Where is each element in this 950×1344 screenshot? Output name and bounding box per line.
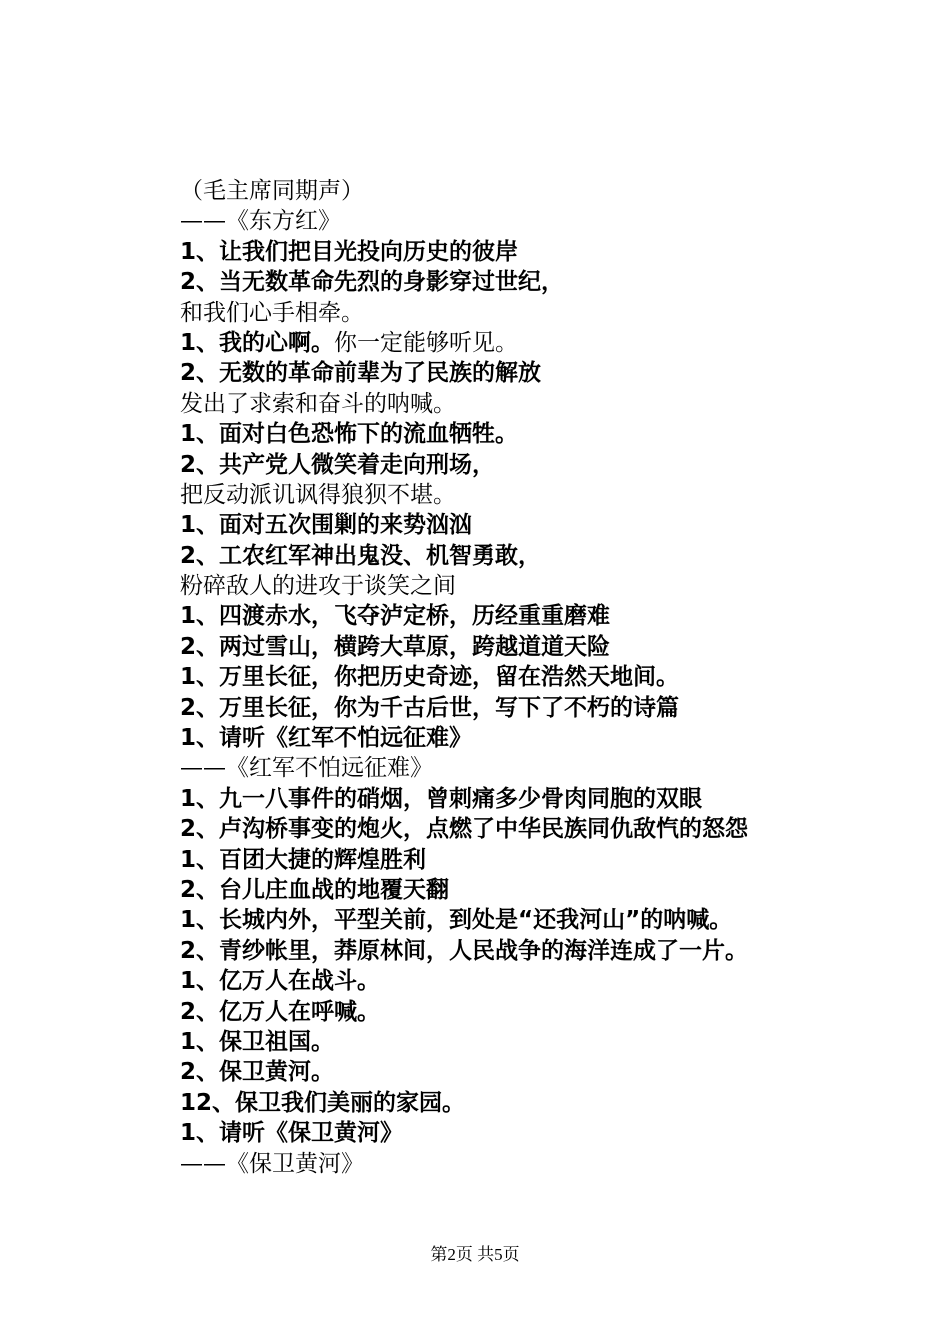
text-line: 和我们心手相牵。 — [180, 299, 364, 326]
text-line: 1、四渡赤水，飞夺泸定桥，历经重重磨难 — [180, 603, 611, 630]
text-line: ——《东方红》 — [180, 208, 341, 235]
text-line: 2、两过雪山，横跨大草原，跨越道道天险 — [180, 633, 611, 660]
text-line: 2、青纱帐里，莽原林间，人民战争的海洋连成了一片。 — [180, 937, 749, 964]
text-line: 2、工农红军神出鬼没、机智勇敢， — [180, 542, 542, 569]
text-line: 1、面对五次围剿的来势汹汹 — [180, 512, 473, 539]
text-line: 1、请听《保卫黄河》 — [180, 1120, 404, 1147]
text-line: 2、台儿庄血战的地覆天翻 — [180, 876, 450, 903]
text-line: 12、保卫我们美丽的家园。 — [180, 1089, 466, 1116]
text-line-serif-part: 你一定能够听见。 — [334, 329, 519, 356]
text-line: （毛主席同期声） — [180, 178, 364, 204]
text-line: 1、万里长征，你把历史奇迹，留在浩然天地间。 — [180, 664, 680, 691]
text-line: ——《红军不怕远征难》 — [180, 755, 433, 782]
text-line: 1、面对白色恐怖下的流血牺牲。 — [180, 421, 519, 448]
text-line: 1、保卫祖国。 — [180, 1028, 335, 1055]
text-line: 1、请听《红军不怕远征难》 — [180, 725, 473, 752]
page-number-footer: 第2页 共5页 — [430, 1245, 520, 1264]
text-line: 把反动派讥讽得狼狈不堪。 — [180, 481, 456, 508]
text-line: 2、无数的革命前辈为了民族的解放 — [180, 360, 542, 387]
script-text — [180, 176, 900, 1179]
text-line: 2、保卫黄河。 — [180, 1059, 335, 1086]
text-line: 1、让我们把目光投向历史的彼岸 — [180, 238, 519, 265]
text-line: 1、九一八事件的硝烟，曾刺痛多少骨肉同胞的双眼 — [180, 785, 703, 812]
text-line: 2、亿万人在呼喊。 — [180, 998, 381, 1025]
text-line: 2、卢沟桥事变的炮火，点燃了中华民族同仇敌忾的怒怨 — [180, 816, 749, 843]
text-line-bold-part: 1、我的心啊。 — [180, 329, 335, 356]
text-line — [180, 328, 900, 358]
text-line: 2、万里长征，你为千古后世，写下了不朽的诗篇 — [180, 694, 680, 721]
text-line: 发出了求索和奋斗的呐喊。 — [180, 390, 456, 417]
text-line: 粉碎敌人的进攻于谈笑之间 — [180, 573, 456, 600]
text-line: 1、百团大捷的辉煌胜利 — [180, 846, 427, 873]
text-line: 1、长城内外，平型关前，到处是“还我河山”的呐喊。 — [180, 907, 733, 934]
text-line: ——《保卫黄河》 — [180, 1150, 364, 1177]
text-line: 1、亿万人在战斗。 — [180, 968, 381, 995]
text-line: 2、共产党人微笑着走向刑场， — [180, 451, 496, 478]
text-line: 2、当无数革命先烈的身影穿过世纪， — [180, 269, 565, 296]
